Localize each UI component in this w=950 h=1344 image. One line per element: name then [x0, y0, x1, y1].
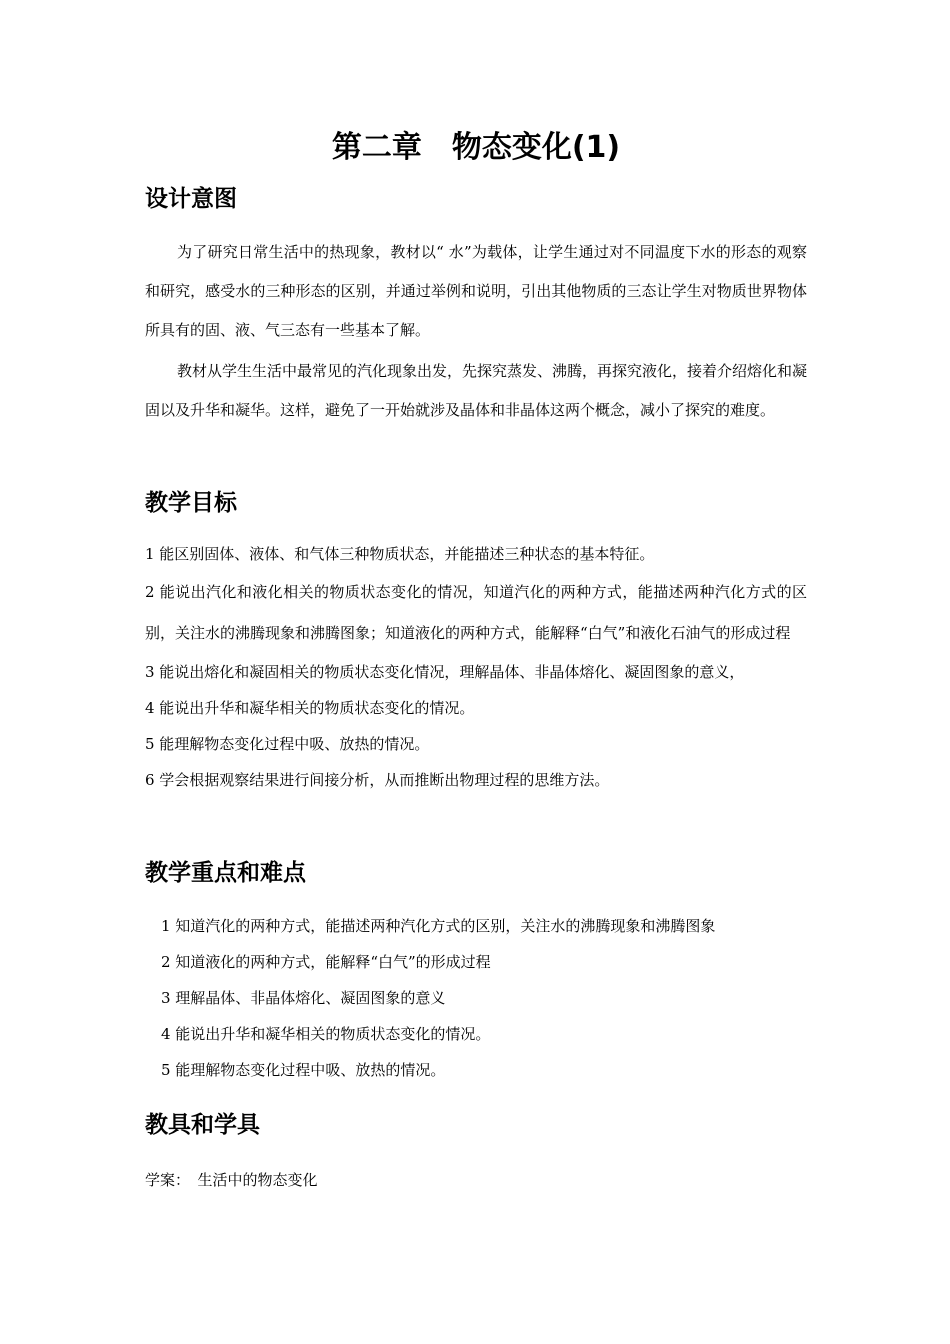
materials-line: 学案： 生活中的物态变化: [145, 1171, 318, 1189]
key-points-list: [145, 908, 807, 1088]
key-point-item: 4 能说出升华和凝华相关的物质状态变化的情况。: [161, 1025, 491, 1043]
key-point-item: 2 知道液化的两种方式，能解释“白气”的形成过程: [161, 953, 491, 971]
section-heading-goals: 教学目标: [145, 490, 237, 516]
goals-list: [145, 536, 807, 798]
page-title: 第二章 物态变化(1): [331, 130, 621, 165]
goal-item: 1 能区别固体、液体、和气体三种物质状态，并能描述三种状态的基本特征。: [145, 545, 655, 563]
section-heading-key-points: 教学重点和难点: [145, 860, 306, 886]
goal-item: 2 能说出汽化和液化相关的物质状态变化的情况，知道汽化的两种方式，能描述两种汽化方式的区别，关注水的沸腾现象和沸腾图象；知道液化的两种方式，能解释“白气”和液化石油气的形成过程: [145, 583, 807, 642]
goal-item: 5 能理解物态变化过程中吸、放热的情况。: [145, 735, 430, 753]
design-paragraph-2: 教材从学生生活中最常见的汽化现象出发，先探究蒸发、沸腾，再探究液化，接着介绍熔化和凝固以及升华和凝华。这样，避免了一开始就涉及晶体和非晶体这两个概念，减小了探究的难度。: [145, 362, 808, 419]
goal-item: 6 学会根据观察结果进行间接分析，从而推断出物理过程的思维方法。: [145, 771, 610, 789]
key-point-item: 5 能理解物态变化过程中吸、放热的情况。: [161, 1061, 446, 1079]
key-point-item: 3 理解晶体、非晶体熔化、凝固图象的意义: [161, 989, 446, 1007]
goal-item: 4 能说出升华和凝华相关的物质状态变化的情况。: [145, 699, 475, 717]
goal-item: 3 能说出熔化和凝固相关的物质状态变化情况，理解晶体、非晶体熔化、凝固图象的意义，: [145, 663, 745, 681]
section-heading-materials: 教具和学具: [145, 1112, 260, 1138]
key-point-item: 1 知道汽化的两种方式，能描述两种汽化方式的区别，关注水的沸腾现象和沸腾图象: [161, 917, 716, 935]
section-heading-design: 设计意图: [145, 186, 237, 212]
design-paragraph-1: 为了研究日常生活中的热现象，教材以“ 水”为载体，让学生通过对不同温度下水的形态的观察和研究，感受水的三种形态的区别，并通过举例和说明，引出其他物质的三态让学生对物质世界物体所具有的固、液、气三态有一些基本了解。: [145, 243, 807, 339]
